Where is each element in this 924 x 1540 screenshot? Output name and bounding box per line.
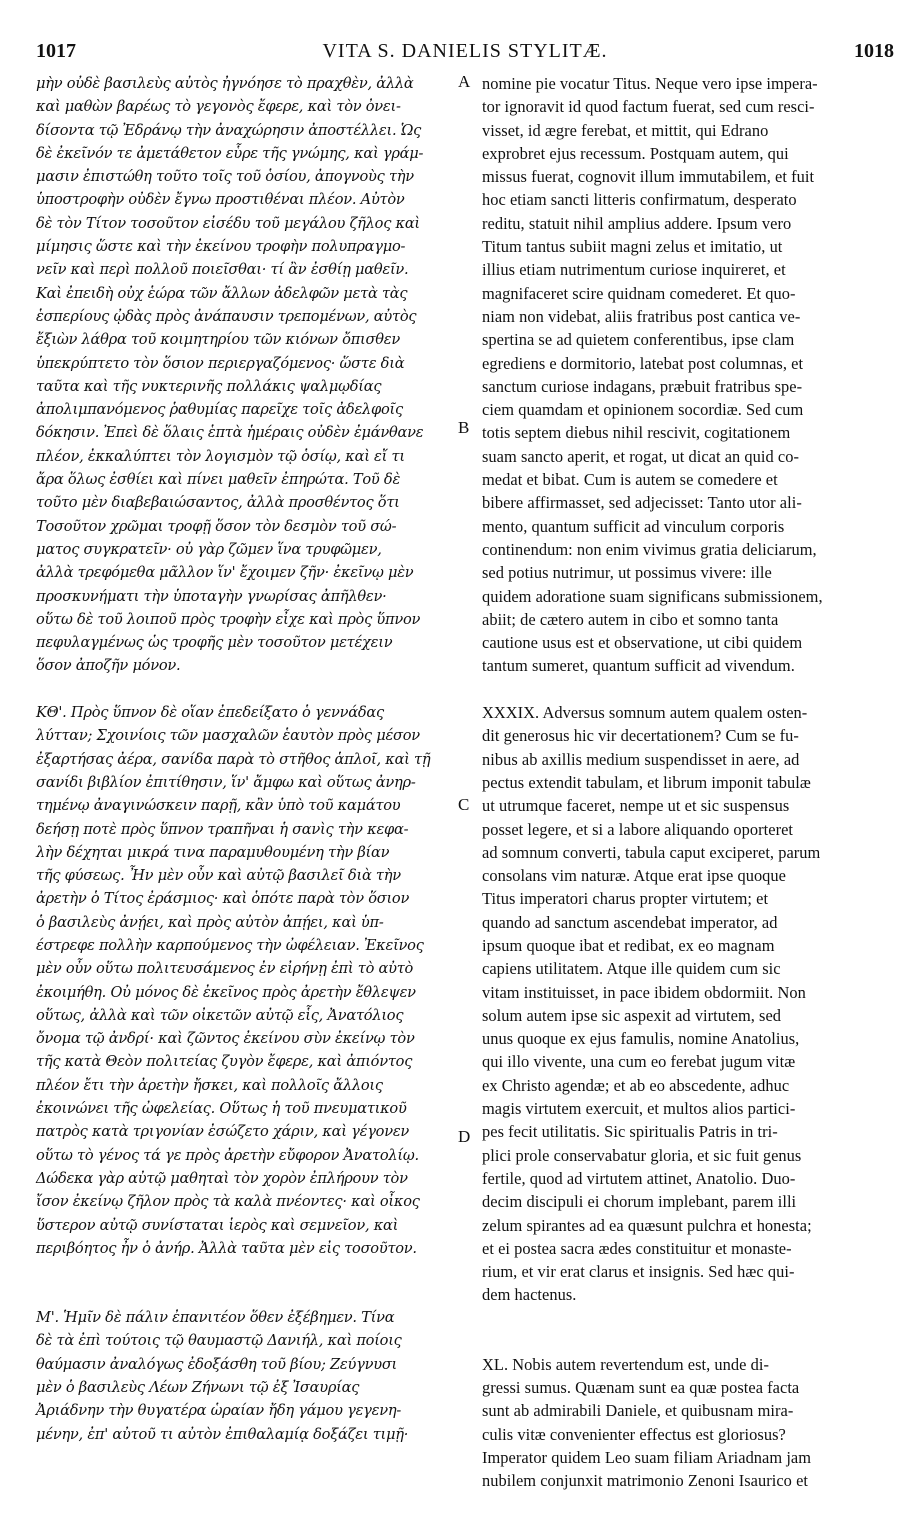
latin-text-line: rium, et vir erat clarus et insignis. Sed hæc qui- xyxy=(482,1262,795,1282)
latin-text-line: sed potius nutrimur, ut possimus vivere: ille xyxy=(482,563,772,583)
latin-text-line: nomine pie vocatur Titus. Neque vero ipse impera- xyxy=(482,74,818,93)
greek-column xyxy=(36,72,456,1446)
greek-text-line: ὑποστροφὴν οὐδὲν ἔγνω προστιθέναι πλέον. Αὐτὸν xyxy=(36,191,405,209)
greek-text-line: οὕτω δὲ τοῦ λοιποῦ πρὸς τροφὴν εἶχε καὶ πρὸς ὕπνον xyxy=(36,610,421,628)
latin-text-line: magis virtutem exercuit, et multos alios partici- xyxy=(482,1099,796,1119)
latin-text-line: culis vitæ convenienter effectus est gloriosus? xyxy=(482,1424,786,1444)
latin-text-line: ut utrumque faceret, nempe ut et sic suspensus xyxy=(482,796,790,816)
greek-paragraph xyxy=(36,72,456,678)
latin-text-line: gressi sumus. Quænam sunt ea quæ postea facta xyxy=(482,1378,800,1398)
greek-text-line: ἴσον ἐκείνῳ ζῆλον πρὸς τὰ καλὰ πνέοντες· καὶ οἶκος xyxy=(36,1193,420,1211)
latin-text-line: cautione usus est et observatione, ut cibi quidem xyxy=(482,633,803,653)
greek-text-line: σανίδι βιβλίον ἐπιτίθησιν, ἵν' ἄμφω καὶ οὕτως ἀνηρ- xyxy=(36,773,416,791)
latin-text-line: bibere affirmasset, sed adjecisset: Tanto utor ali- xyxy=(482,493,802,513)
latin-text-line: sunt ab admirabili Daniele, et quibusnam mira- xyxy=(482,1401,794,1421)
latin-text-line: illius etiam nutrimentum curiose inquireret, et xyxy=(482,260,786,280)
latin-text-line: et ei postea sacra ædes constituitur et monaste- xyxy=(482,1238,792,1258)
greek-text-line: μὲν ὁ βασιλεὺς Λέων Ζήνωνι τῷ ἐξ Ἰσαυρίας xyxy=(36,1379,360,1397)
latin-text-line: tantum sumeret, quantum sufficit ad vivendum. xyxy=(482,656,795,676)
margin-marker-b: B xyxy=(458,418,470,437)
greek-text-line: περιβόητος ἦν ὁ ἀνήρ. Ἀλλὰ ταῦτα μὲν εἰς τοσοῦτον. xyxy=(36,1239,417,1257)
greek-text-line: λὴν δέχηται μικρά τινα παραμυθουμένη τὴν βίαν xyxy=(36,843,390,861)
greek-text-line: ἐξαρτήσας ἀέρα, σανίδα παρὰ τὸ στῆθος ἁπλοῖ, καὶ τῇ xyxy=(36,750,431,768)
greek-text-line: ὑπεκρύπτετο τὸν ὅσιον περιεργαζόμενος· ὥστε διὰ xyxy=(36,354,405,372)
greek-text-line: ἀπολιμπανόμενος ῥαθυμίας παρεῖχε τοῖς ἀδελφοῖς xyxy=(36,401,403,419)
latin-text-line: visset, id ægre ferebat, et mittit, qui Edrano xyxy=(482,120,769,140)
greek-text-line: ἔξιὼν λάθρα τοῦ κοιμητηρίου τῶν κιόνων ὄπισθεν xyxy=(36,331,400,349)
latin-text-line: Titus imperatori charus propter virtutem; et xyxy=(482,889,769,909)
latin-text-line: sanctum curiose indagans, præbuit fratribus spe- xyxy=(482,376,803,396)
greek-text-line: ἀρετὴν ὁ Τίτος ἐράσμιος· καὶ ὁπότε παρὰ τὸν ὅσιον xyxy=(36,890,410,908)
latin-text-line: zelum spirantes ad ea quæsunt pulchra et honesta; xyxy=(482,1215,812,1235)
greek-text-line: πλέον, ἐκκαλύπτει τὸν λογισμὸν τῷ ὁσίῳ, καὶ εἴ τι xyxy=(36,447,405,465)
greek-text-line: τημένῳ ἀναγινώσκειν παρῇ, κἂν ὑπὸ τοῦ καμάτου xyxy=(36,797,401,815)
latin-text-line: XXXIX. Adversus somnum autem qualem osten- xyxy=(482,703,808,723)
greek-text-line: πλέον ἔτι τὴν ἀρετὴν ἤσκει, καὶ πολλοῖς ἄλλοις xyxy=(36,1076,383,1094)
margin-marker-a: A xyxy=(458,72,471,91)
latin-text-line: tor ignoravit id quod factum fuerat, sed cum resci- xyxy=(482,97,815,117)
paragraph-gap xyxy=(36,678,456,701)
latin-text-line: continendum: non enim vivimus gratia deliciarum, xyxy=(482,539,817,559)
latin-text-line: missus fuerat, cognovit illum immutabilem, et fuit xyxy=(482,167,815,187)
latin-text-line: plici prole conservabatur gloria, et sic fuit genus xyxy=(482,1145,802,1165)
greek-text-line: θαύμασιν ἀναλόγως ἐδοξάσθη τοῦ βίου; Ζεύγνυσι xyxy=(36,1355,398,1373)
greek-text-line: οὕτως, ἀλλὰ καὶ τῶν οἰκετῶν αὐτῷ εἷς, Ἀνατόλιος xyxy=(36,1006,404,1024)
running-title: VITA S. DANIELIS STYLITÆ. xyxy=(322,40,608,62)
page-header xyxy=(36,40,894,70)
latin-text-line: ciem quamdam et opinionem socordiæ. Sed cum xyxy=(482,400,804,420)
latin-text-line: Titum tantus subiit magni zelus et imitatio, ut xyxy=(482,237,783,257)
paragraph-gap xyxy=(36,1260,456,1306)
latin-text-line: medat et bibat. Cum is autem se comedere et xyxy=(482,470,778,490)
latin-text-line: dem hactenus. xyxy=(482,1285,577,1305)
latin-text-line: quando ad sanctum ascendebat imperator, ad xyxy=(482,912,778,932)
latin-text-line: egrediens e dormitorio, latebat post columnas, et xyxy=(482,353,804,373)
greek-text-line: ἑσπερίους ᾠδὰς πρὸς ἀνάπαυσιν τρεπομένων, αὐτὸς xyxy=(36,307,417,325)
latin-paragraph xyxy=(482,72,890,678)
latin-text-line: qui illo vivente, una cum eo ferebat jugum vitæ xyxy=(482,1052,796,1072)
greek-text-line: πατρὸς κατὰ τριγονίαν ἐσώζετο χάριν, καὶ γέγονεν xyxy=(36,1123,410,1141)
greek-text-line: δίσοντα τῷ Ἐδράνῳ τὴν ἀναχώρησιν ἀποστέλλει. Ὡς xyxy=(36,121,422,139)
greek-text-line: μίμησις ὥστε καὶ τὴν ἐκείνου τροφὴν πολυπραγμο- xyxy=(36,238,406,256)
latin-text-line: Imperator quidem Leo suam filiam Ariadnam jam xyxy=(482,1447,812,1467)
latin-text-line: quidem adoratione suam significans submissionem, xyxy=(482,586,823,606)
latin-text-line: ad somnum converti, tabula caput exciperet, parum xyxy=(482,842,821,862)
greek-text-line: προσκυνήματι τὴν ὑποταγὴν γνωρίσας ἀπῆλθεν· xyxy=(36,587,387,605)
latin-text-line: nubilem conjunxit matrimonio Zenoni Isaurico et xyxy=(482,1471,808,1491)
greek-text-line: οὕτω τὸ γένος τά γε πρὸς ἀρετὴν εὔφορον Ἀνατολίῳ. xyxy=(36,1146,419,1164)
greek-text-line: Καὶ ἐπειδὴ οὐχ ἑώρα τῶν ἄλλων ἀδελφῶν μετὰ τὰς xyxy=(36,284,408,302)
greek-text-line: έστρεφε πολλὴν καρπούμενος τὴν ὠφέλειαν. Ἐκεῖνος xyxy=(36,936,424,954)
latin-text-line: fertile, quod ad virtutem attinet, Anatolio. Duo- xyxy=(482,1168,796,1188)
greek-text-line: νεῖν καὶ περὶ πολλοῦ ποιεῖσθαι· τί ἂν ἐσθίῃ μαθεῖν. xyxy=(36,261,409,279)
latin-paragraph xyxy=(482,1353,890,1493)
greek-text-line: καὶ μαθὼν βαρέως τὸ γεγονὸς ἔφερε, καὶ τὸν ὀνει- xyxy=(36,98,401,116)
greek-text-line: τοῦτο μὲν διαβεβαιώσαντος, ἀλλὰ προσθέντος ὅτι xyxy=(36,494,400,512)
latin-text-line: suam sancto aperit, et rogat, ut dicat an quid co- xyxy=(482,446,800,466)
latin-text-line: hoc etiam sancti litteris confirmatum, desperato xyxy=(482,190,797,210)
page-number-left: 1017 xyxy=(36,40,76,62)
greek-text-line: δὲ ἐκεῖνόν τε ἀμετάθετον εὗρε τῆς γνώμης, καὶ γράμ- xyxy=(36,144,424,162)
greek-text-line: ταῦτα καὶ τῆς νυκτερινῆς πολλάκις ψαλμῳδίας xyxy=(36,377,382,395)
margin-marker-d: D xyxy=(458,1127,471,1146)
latin-text-line: pectus extendit tabulam, et librum imponit tabulæ xyxy=(482,772,811,792)
latin-paragraph xyxy=(482,701,890,1307)
latin-text-line: XL. Nobis autem revertendum est, unde di- xyxy=(482,1354,769,1374)
paragraph-gap xyxy=(482,678,890,701)
latin-text-line: unus quoque ex ejus famulis, nomine Anatolius, xyxy=(482,1029,800,1049)
greek-text-line: Τοσοῦτον χρῶμαι τροφῇ ὅσον τὸν δεσμὸν τοῦ σώ- xyxy=(36,517,397,535)
latin-text-line: vitam instituisset, in pace ibidem obdormiit. Non xyxy=(482,982,806,1002)
greek-text-line: μὴν οὐδὲ βασιλεὺς αὐτὸς ἠγνόησε τὸ πραχθὲν, ἀλλὰ xyxy=(36,75,414,92)
greek-text-line: ἐκοινώνει τῆς ὠφελείας. Οὕτως ἡ τοῦ πνευματικοῦ xyxy=(36,1100,407,1118)
greek-text-line: ὕστερον αὐτῷ συνίσταται ἱερὸς καὶ σεμνεῖον, καὶ xyxy=(36,1216,399,1234)
latin-text-line: consolans vim naturæ. Atque erat ipse quoque xyxy=(482,866,787,886)
latin-text-line: posset legere, et si a labore aliquando oporteret xyxy=(482,819,794,839)
greek-text-line: Ἀριάδνην τὴν θυγατέρα ὡραίαν ἤδη γάμου γεγενη- xyxy=(36,1402,401,1420)
greek-text-line: τῆς κατὰ Θεὸν πολιτείας ζυγὸν ἔφερε, καὶ ἀπιόντος xyxy=(36,1053,413,1071)
greek-text-line: μένην, ἐπ' αὐτοῦ τι αὐτὸν ἐπιθαλαμίᾳ δοξάζει τιμῇ· xyxy=(36,1425,409,1443)
latin-text-line: niam non videbat, aliis fratribus post cantica ve- xyxy=(482,306,801,326)
latin-text-line: totis septem diebus nihil rescivit, cogitationem xyxy=(482,423,791,443)
greek-text-line: ὄνομα τῷ ἀνδρί· καὶ ζῶντος ἐκείνου σὺν ἐκείνῳ τὸν xyxy=(36,1030,415,1048)
paragraph-gap xyxy=(482,1307,890,1353)
greek-text-line: δεήσῃ ποτὲ πρὸς ὕπνον τραπῆναι ἡ σανὶς τὴν κεφα- xyxy=(36,820,409,838)
greek-text-line: μὲν οὖν οὕτω πολιτευσάμενος ἐν εἰρήνῃ ἐπὶ τὸ αὐτὸ xyxy=(36,960,414,978)
page-number-right: 1018 xyxy=(854,40,894,62)
latin-text-line: nibus ab axillis medium suspendisset in aere, ad xyxy=(482,749,800,769)
greek-text-line: ἐκοιμήθη. Οὐ μόνος δὲ ἐκεῖνος πρὸς ἀρετὴν ἔθλεψεν xyxy=(36,983,416,1001)
margin-marker-c: C xyxy=(458,795,470,814)
greek-text-line: λύτταν; Σχοινίοις τῶν μασχαλῶν ἑαυτὸν πρὸς μέσον xyxy=(36,727,420,745)
greek-text-line: ματος συγκρατεῖν· οὐ γὰρ ζῶμεν ἵνα τρυφῶμεν, xyxy=(36,540,382,558)
latin-text-line: solum autem ipse sic aspexit ad virtutem, sed xyxy=(482,1005,782,1025)
latin-text-line: mento, quantum sufficit ad vinculum corporis xyxy=(482,516,785,536)
latin-column xyxy=(482,72,890,1493)
greek-text-line: δόκησιν. Ἐπεὶ δὲ ὅλαις ἑπτὰ ἡμέραις οὐδὲν ἐμάνθανε xyxy=(36,424,424,442)
greek-text-line: ὅσον ἀποζῆν μόνον. xyxy=(36,657,181,675)
latin-text-line: pes fecit utilitatis. Sic spiritualis Patris in tri- xyxy=(482,1122,778,1142)
greek-text-line: Δώδεκα γὰρ αὐτῷ μαθηταὶ τὸν χορὸν ἐπλήρουν τὸν xyxy=(36,1169,408,1187)
greek-paragraph xyxy=(36,701,456,1260)
latin-text-line: reditu, statuit nihil amplius addere. Ipsum vero xyxy=(482,213,792,233)
latin-text-line: capiens utilitatem. Atque ille quidem cum sic xyxy=(482,959,781,979)
greek-text-line: ἄρα ὅλως ἐσθίει καὶ πίνει μαθεῖν ἐπηρώτα. Τοῦ δὲ xyxy=(36,471,401,489)
latin-text-line: dit generosus hic vir decertationem? Cum se fu- xyxy=(482,726,799,746)
greek-paragraph xyxy=(36,1306,456,1446)
greek-text-line: δὲ τὰ ἐπὶ τούτοις τῷ θαυμαστῷ Δανιήλ, καὶ ποίοις xyxy=(36,1332,402,1350)
latin-text-line: magnifaceret scire quidnam comederet. Et quo- xyxy=(482,283,796,303)
latin-text-line: decim discipuli ei chorum implebant, parem illi xyxy=(482,1192,797,1212)
latin-text-line: ipsum quoque ibat et redibat, ex eo magnam xyxy=(482,935,775,955)
latin-text-line: abiit; de cætero autem in cibo et somno tanta xyxy=(482,609,779,629)
greek-text-line: δὲ τὸν Τίτον τοσοῦτον εἰσέδυ τοῦ μεγάλου ζῆλος καὶ xyxy=(36,214,420,232)
greek-text-line: ΚΘ'. Πρὸς ὕπνον δὲ οἵαν ἐπεδείξατο ὁ γεννάδας xyxy=(36,704,384,722)
greek-text-line: τῆς φύσεως. Ἦν μὲν οὖν καὶ αὐτῷ βασιλεῖ διὰ τὴν xyxy=(36,867,401,885)
greek-text-line: Μ'. Ἡμῖν δὲ πάλιν ἐπανιτέον ὅθεν ἐξέβημεν. Τίνα xyxy=(36,1309,395,1327)
latin-text-line: exprobret ejus recessum. Postquam autem, qui xyxy=(482,143,789,163)
greek-text-line: πεφυλαγμένως ὡς τροφῆς μὲν τοσοῦτον μετέχειν xyxy=(36,634,393,652)
latin-text-line: ex Christo agendæ; et ab eo abscedente, adhuc xyxy=(482,1075,790,1095)
latin-text-line: spertina se ad quietem conferentibus, ipse clam xyxy=(482,330,795,350)
greek-text-line: ὁ βασιλεὺς ἀνῄει, καὶ πρὸς αὐτὸν ἀπῄει, καὶ ὑπ- xyxy=(36,913,384,931)
greek-text-line: ἀλλὰ τρεφόμεθα μᾶλλον ἵν' ἔχοιμεν ζῆν· ἐκεῖνῳ μὲν xyxy=(36,564,414,582)
greek-text-line: μασιν ἐπιστώθη τοῦτο τοῖς τοῦ ὁσίου, ἀπογνοὺς τὴν xyxy=(36,168,414,186)
